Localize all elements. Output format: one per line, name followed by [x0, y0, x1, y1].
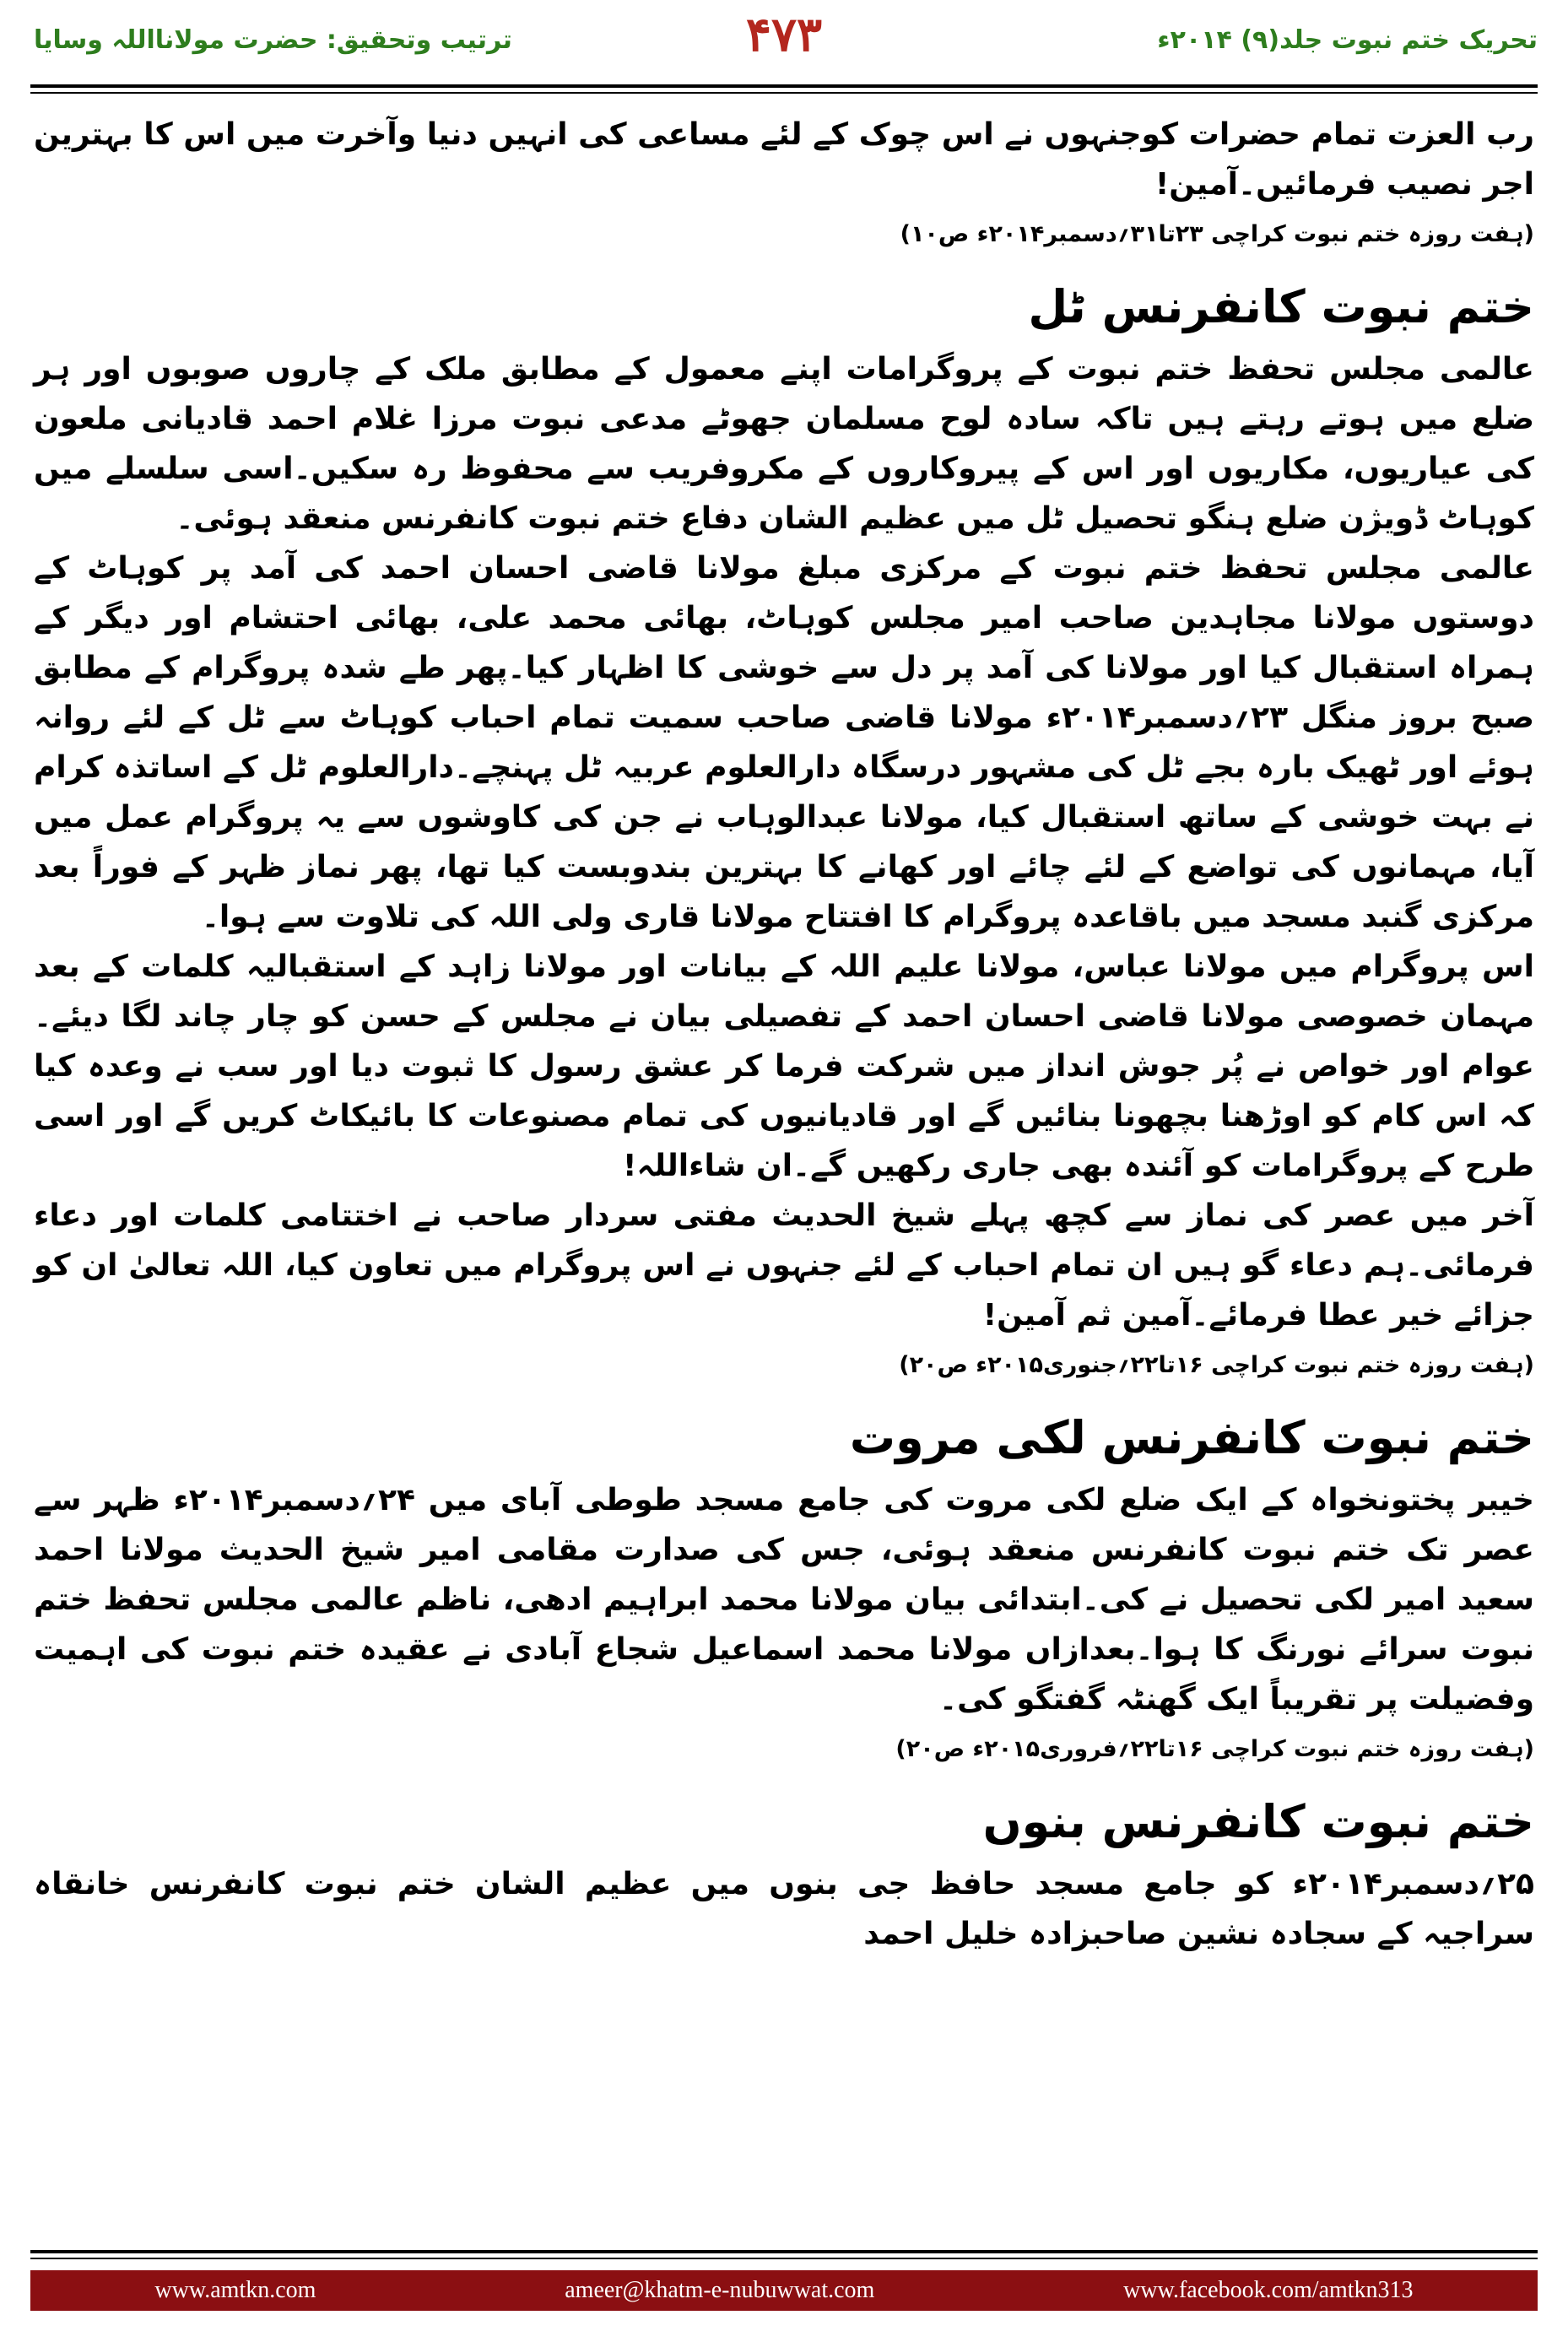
section-bannu — [34, 1788, 1534, 1959]
section-heading: ختم نبوت کانفرنس ٹل — [1028, 280, 1534, 333]
section-tal — [34, 273, 1534, 1386]
page-footer — [0, 2250, 1568, 2342]
section-reference: (ہفت روزہ ختم نبوت کراچی ۱۶تا۲۲؍جنوری۲۰۱۵ء ص۲۰) — [899, 1352, 1534, 1378]
header-rule-thin — [30, 92, 1538, 94]
section-heading: ختم نبوت کانفرنس لکی مروت — [849, 1411, 1534, 1464]
book-title: تحریک ختم نبوت جلد(۹) ۲۰۱۴ء — [1157, 25, 1538, 55]
paragraph: آخر میں عصر کی نماز سے کچھ پہلے شیخ الحدیث مفتی سردار صاحب نے اختتامی کلمات اور دعاء فرمائی۔ہم دعاء گو ہیں ان تمام احباب کے لئے جنہوں نے اس پروگرام میں تعاون کیا، اللہ تعالیٰ ان کو جزائے خیر عطا فرمائے۔آمین ثم آمین! — [34, 1198, 1534, 1333]
header-rule-thick — [30, 84, 1538, 88]
email-link[interactable]: ameer@khatm-e-nubuwwat.com — [565, 2277, 875, 2303]
footer-rule-thick — [30, 2250, 1538, 2253]
page-header — [0, 0, 1568, 93]
compiler-credit: ترتیب وتحقیق: حضرت مولانااللہ وسایا — [34, 25, 512, 55]
intro-paragraph: رب العزت تمام حضرات کوجنہوں نے اس چوک کے لئے مساعی کی انہیں دنیا وآخرت میں اس کا بہترین اجر نصیب فرمائیں۔آمین! — [34, 117, 1534, 202]
section-heading: ختم نبوت کانفرنس بنوں — [982, 1795, 1534, 1848]
paragraph: عالمی مجلس تحفظ ختم نبوت کے پروگرامات اپنے معمول کے مطابق ملک کے چاروں صوبوں اور ہر ضلع میں ہوتے رہتے ہیں تاکہ سادہ لوح مسلمان جھوٹے مدعی نبوت مرزا غلام احمد قادیانی ملعون کی عیاریوں، مکاریوں اور اس کے پیروکاروں کے مکروفریب سے محفوظ رہ سکیں۔اسی سلسلے میں کوہاٹ ڈویژن ضلع ہنگو تحصیل ٹل میں عظیم الشان دفاع ختم نبوت کانفرنس منعقد ہوئی۔ — [34, 352, 1534, 536]
website-link[interactable]: www.amtkn.com — [154, 2277, 316, 2303]
paragraph: عالمی مجلس تحفظ ختم نبوت کے مرکزی مبلغ مولانا قاضی احسان احمد کی آمد پر کوہاٹ کے دوستوں مولانا مجاہدین صاحب امیر مجلس کوہاٹ، بھائی محمد علی، بھائی احتشام اور دیگر کے ہمراہ استقبال کیا اور مولانا کی آمد پر دل سے خوشی کا اظہار کیا۔پھر طے شدہ پروگرام کے مطابق صبح بروز منگل ۲۳؍دسمبر۲۰۱۴ء مولانا قاضی صاحب سمیت تمام احباب کوہاٹ سے ٹل کے لئے روانہ ہوئے اور ٹھیک بارہ بجے ٹل کی مشہور درسگاہ دارالعلوم عربیہ ٹل پہنچے۔دارالعلوم ٹل کے اساتذہ کرام نے بہت خوشی کے ساتھ استقبال کیا، مولانا عبدالوہاب نے جن کی کاوشوں سے یہ پروگرام عمل میں آیا، مہمانوں کی تواضع کے لئے چائے اور کھانے کا بہترین بندوبست کیا تھا، پھر نماز ظہر کے فوراً بعد مرکزی گنبد مسجد میں باقاعدہ پروگرام کا افتتاح مولانا قاری ولی اللہ کی تلاوت سے ہوا۔ — [34, 551, 1534, 934]
footer-rule-thin — [30, 2258, 1538, 2259]
facebook-link[interactable]: www.facebook.com/amtkn313 — [1123, 2277, 1414, 2303]
page-number: ۴۷۳ — [745, 7, 823, 62]
section-reference: (ہفت روزہ ختم نبوت کراچی ۱۶تا۲۲؍فروری۲۰۱۵ء ص۲۰) — [895, 1736, 1534, 1762]
intro-reference: (ہفت روزہ ختم نبوت کراچی ۲۳تا۳۱؍دسمبر۲۰۱۴ء ص۱۰) — [900, 221, 1534, 247]
paragraph: اس پروگرام میں مولانا عباس، مولانا علیم اللہ کے بیانات اور مولانا زاہد کے استقبالیہ کلمات کے بعد مہمان خصوصی مولانا قاضی احسان احمد کے تفصیلی بیان نے مجلس کے حسن کو چار چاند لگا دیئے۔عوام اور خواص نے پُر جوش انداز میں شرکت فرما کر عشق رسول کا ثبوت دیا اور سب نے وعدہ کیا کہ اس کام کو اوڑھنا بچھونا بنائیں گے اور قادیانیوں کی تمام مصنوعات کا بائیکاٹ کریں گے اور اسی طرح کے پروگرامات کو آئندہ بھی جاری رکھیں گے۔ان شاءاللہ! — [34, 949, 1534, 1183]
page-body — [34, 110, 1534, 2228]
paragraph: ۲۵؍دسمبر۲۰۱۴ء کو جامع مسجد حافظ جی بنوں میں عظیم الشان ختم نبوت کانفرنس خانقاہ سراجیہ کے سجادہ نشین صاحبزادہ خلیل احمد — [34, 1867, 1534, 1951]
paragraph: خیبر پختونخواہ کے ایک ضلع لکی مروت کی جامع مسجد طوطی آبای میں ۲۴؍دسمبر۲۰۱۴ء ظہر سے عصر تک ختم نبوت کانفرنس منعقد ہوئی، جس کی صدارت مقامی امیر شیخ الحدیث مولانا احمد سعید امیر لکی تحصیل نے کی۔ابتدائی بیان مولانا محمد ابراہیم ادھی، ناظم عالمی مجلس تحفظ ختم نبوت سرائے نورنگ کا ہوا۔بعدازاں مولانا محمد اسماعیل شجاع آبادی نے عقیدہ ختم نبوت کی اہمیت وفضیلت پر تقریباً ایک گھنٹہ گفتگو کی۔ — [34, 1483, 1534, 1717]
footer-bar — [30, 2270, 1538, 2311]
section-lakki-marwat — [34, 1404, 1534, 1770]
